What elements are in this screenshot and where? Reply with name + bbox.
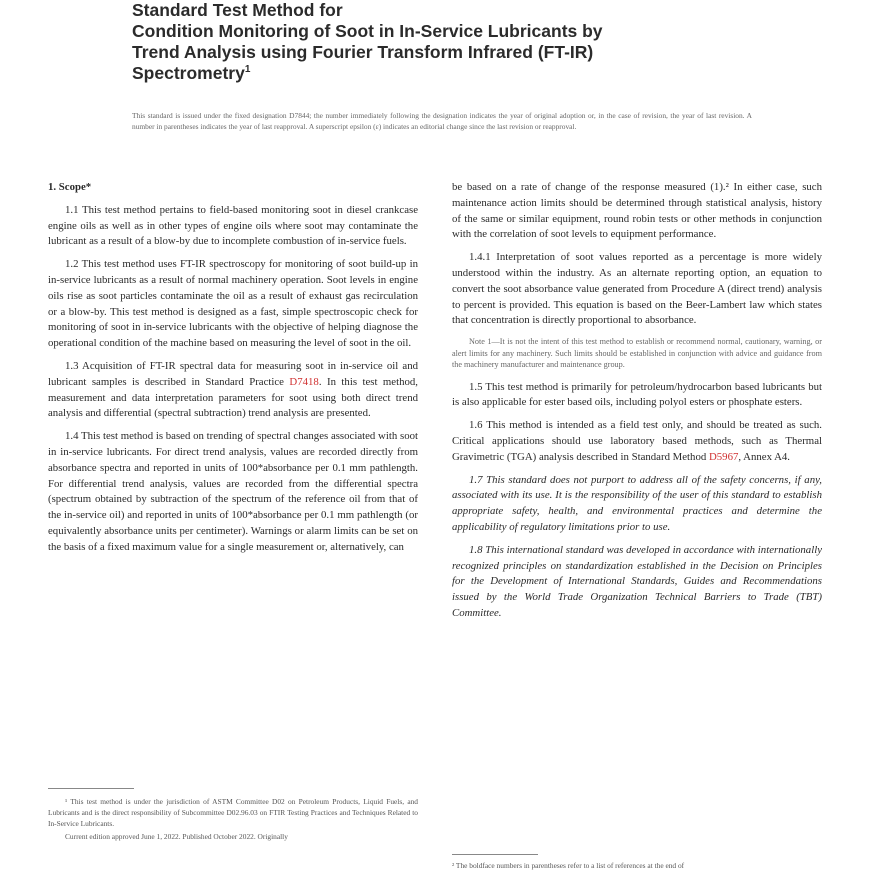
document-title <box>132 0 732 84</box>
paragraph-1-4: 1.4 This test method is based on trending of spectral changes associated with soot in in-service lubricants. For direct trend analysis, values are recorded directly from absorbance spectra and reported in units of 100*absorbance per 0.1 mm pathlength. For differential trend analysis, values are recorded from the differential spectra (spectrum obtained by subtraction of the spectrum of the reference oil from that of the in-service oil) and reported in units of 100*absorbance per 0.1 mm pathlength (or equivalently absorbance units per centimeter). Warnings or alarm limits can be set on the basis of a fixed maximum value for a single measurement or, alternatively, can <box>48 430 418 553</box>
note-1: Note 1—It is not the intent of this test method to establish or recommend normal, cautionary, warning, or alert limits for any machinery. Such limits should be established in conjunction with advice and guidance from the machinery manufacturer and maintenance group. <box>452 337 822 370</box>
paragraph-1-4-continued: be based on a rate of change of the response measured (1).² In either case, such maintenance action limits should be determined through statistical analysis, history of the same or similar equipment, round robin tests or other methods in conjunction with the correlation of soot levels to equipment performance. <box>452 181 822 241</box>
title-line-3: Trend Analysis using Fourier Transform Infrared (FT-IR) <box>132 42 594 62</box>
paragraph-1-6-text-b: , Annex A4. <box>738 450 790 463</box>
paragraph-1-3 <box>48 359 418 422</box>
title-line-2: Condition Monitoring of Soot in In-Service Lubricants by <box>132 21 603 41</box>
footnote-divider-right <box>452 854 538 855</box>
footnote-divider-left <box>48 788 134 789</box>
paragraph-1-3-text-b: . In this test method, measurement and data interpretation parameters for soot using both direct trend analysis and differential (spectral subtraction) trend analysis are presented. <box>48 375 418 420</box>
title-line-4-text: Spectrometry <box>132 63 245 83</box>
right-column <box>452 180 822 629</box>
paragraph-1-6 <box>452 418 822 465</box>
section-heading-scope: 1. Scope* <box>48 181 92 193</box>
title-footnote-marker: 1 <box>244 64 251 76</box>
footnote-1-edition: Current edition approved June 1, 2022. Published October 2022. Originally <box>65 832 288 841</box>
footnote-1: ¹ This test method is under the jurisdiction of ASTM Committee D02 on Petroleum Products, Liquid Fuels, and Lubricants and is the direct responsibility of Subcommittee D02.96.03 on FTIR Testing Practices and Techniques Related to In-Service Lubricants. <box>48 797 418 828</box>
reference-link-d7418[interactable]: D7418 <box>289 375 319 388</box>
paragraph-1-3-text-a: 1.3 Acquisition of FT-IR spectral data for measuring soot in in-service oil and lubricant samples is described in Standard Practice <box>48 359 418 388</box>
paragraph-1-8: 1.8 This international standard was developed in accordance with internationally recognized principles on standardization established in the Decision on Principles for the Development of International Standards, Guides and Recommendations issued by the World Trade Organization Technical Barriers to Trade (TBT) Committee. <box>452 543 822 620</box>
paragraph-1-5: 1.5 This test method is primarily for petroleum/hydrocarbon based lubricants but is also applicable for ester based oils, including polyol esters or phosphate esters. <box>452 380 822 409</box>
paragraph-1-4-1: 1.4.1 Interpretation of soot values reported as a percentage is more widely understood within the industry. As an alternate reporting option, an equation to convert the soot absorbance value generated from Procedure A (direct trend) analysis to percent is provided. This equation is based on the Beer-Lambert law which states that concentration is directly proportional to absorbance. <box>452 251 822 327</box>
title-line-1: Standard Test Method for <box>132 0 343 20</box>
title-line-4 <box>132 63 732 84</box>
footnote-2: ² The boldface numbers in parentheses refer to a list of references at the end of <box>452 861 685 870</box>
reference-link-d5967[interactable]: D5967 <box>708 450 739 463</box>
paragraph-1-2 <box>48 257 418 352</box>
footnote-left <box>48 796 418 844</box>
paragraph-1-1: 1.1 This test method pertains to field-based monitoring soot in diesel crankcase engine oils as well as in other types of engine oils where soot may contaminate the lubricant as a result of a blow-by due to incomplete combustion of in-service fuels. <box>48 203 418 248</box>
paragraph-1-2-text: 1.2 This test method uses FT-IR spectroscopy for monitoring of soot build-up in in-service lubricants as a result of normal machinery operation. Soot levels in engine oils rise as soot particles contaminate the oil as a result of exhaust gas recirculation or a blow-by. This test method is designed as a fast, simple spectroscopic check for monitoring of soot in in-service lubricants with the objective of helping diagnose the operational condition of the machine based on measuring the level of soot in the oil. <box>48 258 418 350</box>
left-column <box>48 180 418 563</box>
designation-notice: This standard is issued under the fixed designation D7844; the number immediately following the designation indicates the year of original adoption or, in the case of revision, the year of last revision. A number in parentheses indicates the year of last reapproval. A superscript epsilon (ε) indicates an editorial change since the last revision or reapproval. <box>132 111 752 131</box>
paragraph-1-7: 1.7 This standard does not purport to address all of the safety concerns, if any, associated with its use. It is the responsibility of the user of this standard to establish appropriate safety, health, and environmental practices and determine the applicability of regulatory limitations prior to use. <box>452 473 822 534</box>
paragraph-1-6-text-a: 1.6 This method is intended as a field test only, and should be treated as such. Critical applications should use laboratory based methods, such as Thermal Gravimetric (TGA) analysis described in Standard Method <box>452 419 822 463</box>
